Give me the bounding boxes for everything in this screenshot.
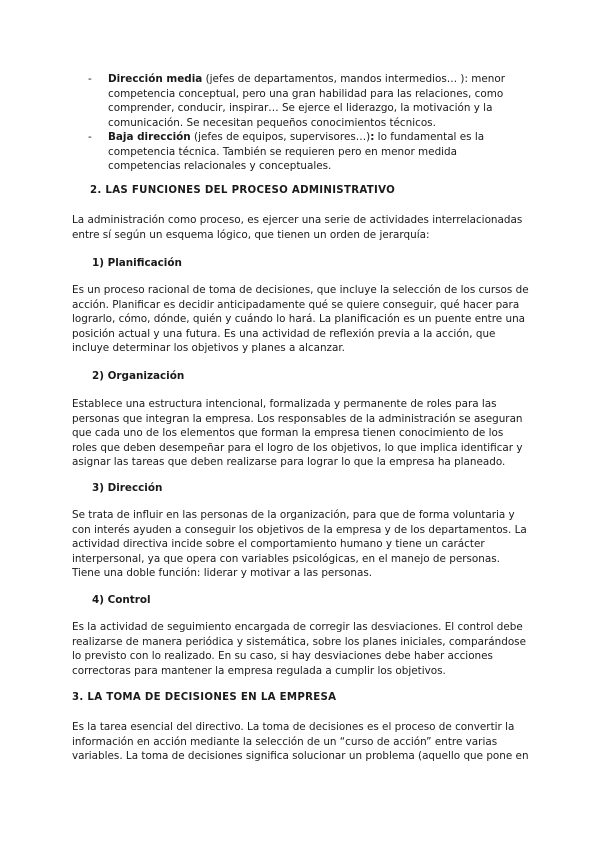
- section-3-title: 3. LA TOMA DE DECISIONES EN LA EMPRESA: [72, 692, 337, 703]
- paragraph-organizacion: Establece una estructura intencional, formalizada y permanente de roles para las personas que integran la empresa. Los responsables de la administración se aseguran que cada uno de los elementos que forman la empresa tienen conocimiento de los roles que deben desempeñar para el logro de los objetivos, lo que implica identificar y asignar las tareas que deben realizarse para lograr lo que la empresa ha planeado.: [72, 398, 523, 469]
- bullet-body: [108, 72, 530, 130]
- heading-control: 4) Control: [92, 594, 151, 606]
- bullet-direccion-media: [90, 72, 530, 130]
- bullet-baja-direccion: [90, 130, 530, 174]
- bullet-term: Dirección media: [108, 73, 203, 85]
- bullet-term: Baja dirección: [108, 131, 191, 143]
- heading-direccion: 3) Dirección: [92, 482, 163, 494]
- bullet-text-before: (jefes de equipos, supervisores…): [190, 131, 371, 143]
- section-2-intro: La administración como proceso, es ejercer una serie de actividades interrelacionadas entre sí según un esquema lógico, que tienen un orden de jerarquía:: [72, 214, 523, 241]
- bullet-dash: -: [88, 131, 92, 143]
- paragraph-planificacion: Es un proceso racional de toma de decisiones, que incluye la selección de los cursos de acción. Planificar es decidir anticipadamente qué se quiere conseguir, qué hacer para lograrlo, cómo, dónde, quién y cuándo lo hará. La planificación es un puente entre una posición actual y una futura. Es una actividad de reflexión previa a la acción, que incluye determinar los objetivos y planes a alcanzar.: [72, 284, 529, 355]
- bullet-text: lo fundamental es la competencia técnica. También se requieren pero en menor medida competencias relacionales y conceptuales.: [108, 131, 485, 173]
- heading-planificacion: 1) Planificación: [92, 257, 182, 269]
- bullet-body: [108, 130, 530, 174]
- bullet-dash: -: [88, 73, 92, 85]
- bullet-text: (jefes de departamentos, mandos intermedios… ): menor competencia conceptual, pero una gran habilidad para las relaciones, como comprender, conducir, inspirar… Se ejerce el liderazgo, la motivación y la comunicación. Se necesitan pequeños conocimientos técnicos.: [108, 73, 506, 129]
- section-2-title: 2. LAS FUNCIONES DEL PROCESO ADMINISTRATIVO: [90, 185, 396, 196]
- paragraph-control: Es la actividad de seguimiento encargada de corregir las desviaciones. El control debe realizarse de manera periódica y sistemática, sobre los planes iniciales, comparándose lo previsto con lo realizado. En su caso, si hay desviaciones debe haber acciones correctoras para mantener la empresa regulada a cumplir los objetivos.: [72, 621, 526, 677]
- heading-organizacion: 2) Organización: [92, 370, 185, 382]
- paragraph-direccion: Se trata de influir en las personas de la organización, para que de forma voluntaria y con interés ayuden a conseguir los objetivos de la empresa y de los departamentos. La actividad directiva incide sobre el comportamiento humano y tiene un carácter interpersonal, ya que opera con variables psicológicas, en el manejo de personas. Tiene una doble función: liderar y motivar a las personas.: [72, 509, 527, 580]
- bullet-colon: :: [370, 131, 375, 143]
- section-3-paragraph: Es la tarea esencial del directivo. La toma de decisiones es el proceso de convertir la información en acción mediante la selección de un “curso de acción” entre varias variables. La toma de decisiones significa solucionar un problema (aquello que pone en: [72, 721, 529, 763]
